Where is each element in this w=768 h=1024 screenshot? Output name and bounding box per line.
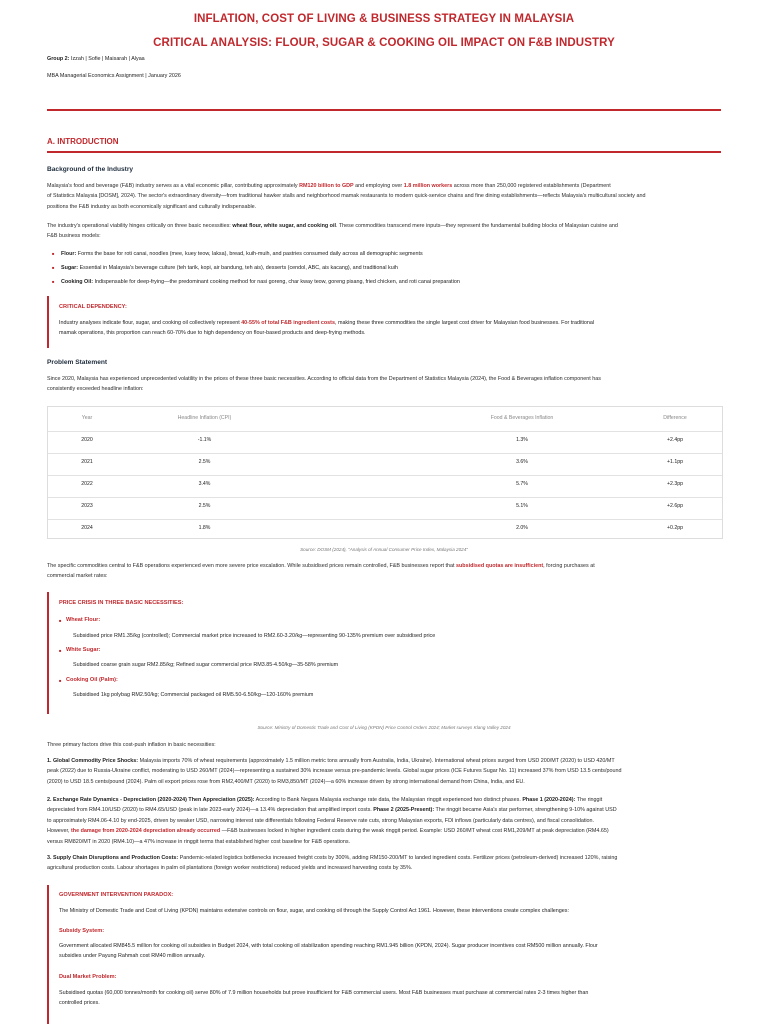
table-cell: +0.2pp	[666, 525, 683, 531]
intro-paragraph-2: The industry's operational viability hinges critically on three basic necessities: wheat flour, white sugar, and cooking oil. These commodities transcend mere inputs—they represent the fundamental building blocks of Malaysian cuisine and F&B business models:	[47, 223, 618, 240]
problem-paragraph-2: The specific commodities central to F&B operations experienced even more severe price escalation. While subsidised prices remain controlled, F&B businesses report that subsidised quotas are insufficient, forcing purchases at commercial market rates:	[47, 563, 595, 580]
section-heading-introduction: A. INTRODUCTION	[47, 137, 119, 146]
table-cell: 3.4%	[198, 481, 211, 487]
callout-heading: PRICE CRISIS IN THREE BASIC NECESSITIES:	[59, 600, 184, 606]
factor-1-label: 1. Global Commodity Price Shocks:	[47, 758, 139, 764]
table-header-row	[48, 407, 722, 432]
table-row	[48, 495, 722, 520]
table-cell: 5.1%	[516, 503, 528, 509]
table-cell: 2021	[81, 459, 93, 465]
table-cell: -1.1%	[197, 437, 212, 443]
workers-highlight: 1.8 million workers	[403, 183, 453, 189]
factor-1-paragraph: 1. Global Commodity Price Shocks: Malaysia imports 70% of wheat requirements (approximately 1.5 million metric tons annually from Australia, India, Ukraine). International wheat prices surged from USD 200/MT (2020) to USD 420/MT peak (2022) due to Russia-Ukraine conflict, moderating to USD 260/MT (2024)—representing a sustained 30% increase versus pre-pandemic levels. Global sugar prices (ICE Futures Sugar No. 11) increased 37% from USD 13.5 cents/pound (2020) to USD 18.5 cents/pound (2024). Palm oil export prices rose from RM2,400/MT (2020) to RM3,850/MT (2024)—a 60% increase driven by strong international demand from China, India, and EU.	[47, 758, 622, 785]
column-header: Year	[81, 415, 93, 421]
document-subtitle: CRITICAL ANALYSIS: FLOUR, SUGAR & COOKING OIL IMPACT ON F&B INDUSTRY	[153, 37, 615, 49]
table-cell: +2.4pp	[666, 437, 683, 443]
section-divider	[47, 151, 721, 153]
table-source: Source: DOSM (2024), "Analysis of Annual Consumer Price Index, Malaysia 2024"	[300, 547, 468, 552]
depreciation-highlight: the damage from 2020-2024 depreciation already occurred	[70, 828, 221, 835]
callout-heading: GOVERNMENT INTERVENTION PARADOX:	[59, 892, 174, 898]
dual-market-text: Subsidised quotas (60,000 tonnes/month for cooking oil) serve 80% of 7.9 million households but prove insufficient for F&B commercial users. Most F&B businesses must purchase at commercial rates 2-3 times higher than controlled prices.	[59, 990, 589, 1007]
dual-market-heading: Dual Market Problem:	[59, 974, 117, 980]
bullet-cooking-oil: ■ Cooking Oil: Indispensable for deep-frying—the predominant cooking method for nasi goreng, char kway teow, goreng pisang, fried chicken, and roti canai preparation	[55, 277, 715, 287]
cost-share-highlight: 40-55% of total F&B ingredient costs	[241, 320, 335, 326]
problem-paragraph-1: Since 2020, Malaysia has experienced unprecedented volatility in the prices of these three basic necessities. According to official data from the Department of Statistics Malaysia (2024), the Food & Beverages inflation component has consistently exceeded headline inflation:	[47, 376, 601, 393]
factor-2-label: 2. Exchange Rate Dynamics - Depreciation (2020-2024) Then Appreciation (2025):	[47, 797, 255, 803]
title-divider	[47, 109, 721, 111]
table-cell: 2.5%	[198, 459, 211, 465]
government-intro: The Ministry of Domestic Trade and Cost of Living (KPDN) maintains extensive controls on flour, sugar, and cooking oil through the Supply Control Act 1961. However, these interventions create complex challenges:	[59, 908, 569, 914]
quota-highlight: subsidised quotas are insufficient	[456, 563, 544, 569]
group-members: Izzah | Sofie | Maisarah | Alyaa	[70, 56, 145, 62]
table-cell: 3.6%	[516, 459, 528, 465]
crisis-desc-white-sugar: Subsidised coarse grain sugar RM2.85/kg; Refined sugar commercial price RM3.85-4.50/kg—35-58% premium	[73, 662, 339, 668]
table-row	[48, 517, 722, 541]
assignment-line: MBA Managerial Economics Assignment | January 2026	[47, 73, 181, 79]
factor-3-label: 3. Supply Chain Disruptions and Production Costs:	[47, 855, 179, 861]
table-cell: 2023	[81, 503, 93, 509]
callout-heading: CRITICAL DEPENDENCY:	[59, 304, 127, 310]
subheading-background: Background of the Industry	[47, 166, 134, 173]
table-cell: 2.0%	[516, 525, 528, 531]
factor-3-paragraph: 3. Supply Chain Disruptions and Production Costs: Pandemic-related logistics bottlenecks increased freight costs by 300%, adding RM150-200/MT to landed ingredient costs. Fertilizer prices (petroleum-derived) increased 120%, raising agricultural production costs. Labour shortages in palm oil plantations (foreign worker restrictions) reduced yields and increased harvesting costs by 35%.	[47, 855, 618, 872]
factor-2-paragraph: 2. Exchange Rate Dynamics - Depreciation (2020-2024) Then Appreciation (2025): According to Bank Negara Malaysia exchange rate data, the Malaysian ringgit experienced two distinct phases. Phase 1 (2020-2024): The ringgit depreciated from RM4.10/USD (2020) to RM4.65/USD (peak in late 2023-early 2024)—a 13.4% depreciation that amplified import costs. Phase 2 (2025-Present): The ringgit became Asia's star performer, strengthening 9-10% against USD to approximately RM4.06-4.10 by end-2025, driven by weaker USD, narrowing interest rate differentials following Federal Reserve rate cuts, strong Malaysian exports, FDI inflows (particularly data centres), and fiscal consolidation. However, the damage from 2020-2024 depreciation already occurred —F&B businesses locked in higher ingredient costs during the weak ringgit period. Example: USD 260/MT wheat cost RM1,209/MT at peak depreciation (RM4.65) versus RM820/MT in 2020 (RM4.10)—a 47% increase in ringgit terms that established higher cost baseline for F&B operations.	[47, 797, 617, 845]
crisis-item-wheat-flour: ■ Wheat Flour:	[66, 617, 100, 623]
table-cell: 2022	[81, 481, 93, 487]
document-title: INFLATION, COST OF LIVING & BUSINESS STRATEGY IN MALAYSIA	[193, 13, 575, 25]
crisis-desc-cooking-oil: Subsidised 1kg polybag RM2.50/kg; Commercial packaged oil RM5.50-6.50/kg—120-160% premium	[73, 692, 314, 698]
column-header: Difference	[663, 415, 687, 421]
crisis-desc-wheat-flour: Subsidised price RM1.35/kg (controlled); Commercial market price increased to RM2.60-3.20/kg—representing 90-135% premium over subsidised price	[73, 633, 436, 639]
table-cell: 2.5%	[198, 503, 211, 509]
table-cell: +1.1pp	[666, 459, 683, 465]
intro-paragraph-1: Malaysia's food and beverage (F&B) industry serves as a vital economic pillar, contributing approximately RM120 billion to GDP and employing over 1.8 million workers across more than 250,000 registered establishments (Department of Statistics Malaysia [DOSM], 2024). The sector's extraordinary diversity—from traditional hawker stalls and neighborhood mamak restaurants to modern quick-service chains and fine dining establishments—reflects Malaysia's multicultural society and positions the F&B industry as both economically significant and culturally indispensable.	[47, 183, 646, 210]
factors-intro: Three primary factors drive this cost-push inflation in basic necessities:	[47, 742, 216, 748]
crisis-item-white-sugar: ■ White Sugar:	[66, 647, 101, 653]
callout-text: Industry analyses indicate flour, sugar, and cooking oil collectively represent 40-55% of total F&B ingredient costs, making these three commodities the single largest cost driver for Malaysian food businesses. For traditional mamak operations, this proportion can reach 60-70% due to high dependency on flour-based products and deep-frying methods.	[59, 320, 595, 337]
subsidy-text: Government allocated RM845.5 million for cooking oil subsidies in Budget 2024, with total cooking oil stabilization spending reaching RM1.945 billion (KPDN, 2024). Sugar producer incentives cost RM500 million annually. Flour subsidies under Payung Rahmah cost RM40 million annually.	[59, 943, 598, 960]
crisis-item-cooking-oil: ■ Cooking Oil (Palm):	[66, 677, 118, 683]
gdp-highlight: RM120 billion to GDP	[299, 183, 354, 189]
table-cell: 1.8%	[198, 525, 211, 531]
table-cell: 2024	[81, 525, 93, 531]
table-cell: +2.6pp	[666, 503, 683, 509]
bullet-sugar: ■ Sugar: Essential in Malaysia's beverage culture (teh tarik, kopi, air bandung, teh ais), desserts (cendol, ABC, ais kacang), and traditional kuih	[55, 263, 715, 273]
table-row	[48, 473, 722, 498]
table-row	[48, 429, 722, 454]
group-label: Group 2:	[47, 56, 70, 62]
subheading-problem: Problem Statement	[47, 359, 108, 366]
table-cell: 5.7%	[516, 481, 528, 487]
government-paradox-callout	[47, 885, 723, 1024]
critical-dependency-callout	[47, 296, 723, 348]
table-row	[48, 451, 722, 476]
column-header: Headline Inflation (CPI)	[177, 415, 232, 421]
table-cell: +2.3pp	[666, 481, 683, 487]
table-cell: 1.3%	[516, 437, 528, 443]
table-cell: 2020	[81, 437, 93, 443]
inflation-table	[47, 406, 723, 539]
bullet-flour: ■ Flour: Forms the base for roti canai, noodles (mee, kuey teow, laksa), bread, kuih-muih, and pastries consumed daily across all demographic segments	[55, 249, 715, 259]
crisis-source: Source: Ministry of Domestic Trade and Cost of Living (KPDN) Price Control Orders 2024; Market surveys Klang Valley 2024	[257, 725, 511, 730]
group-line	[47, 56, 145, 62]
column-header: Food & Beverages Inflation	[490, 415, 554, 421]
subsidy-heading: Subsidy System:	[59, 928, 105, 934]
